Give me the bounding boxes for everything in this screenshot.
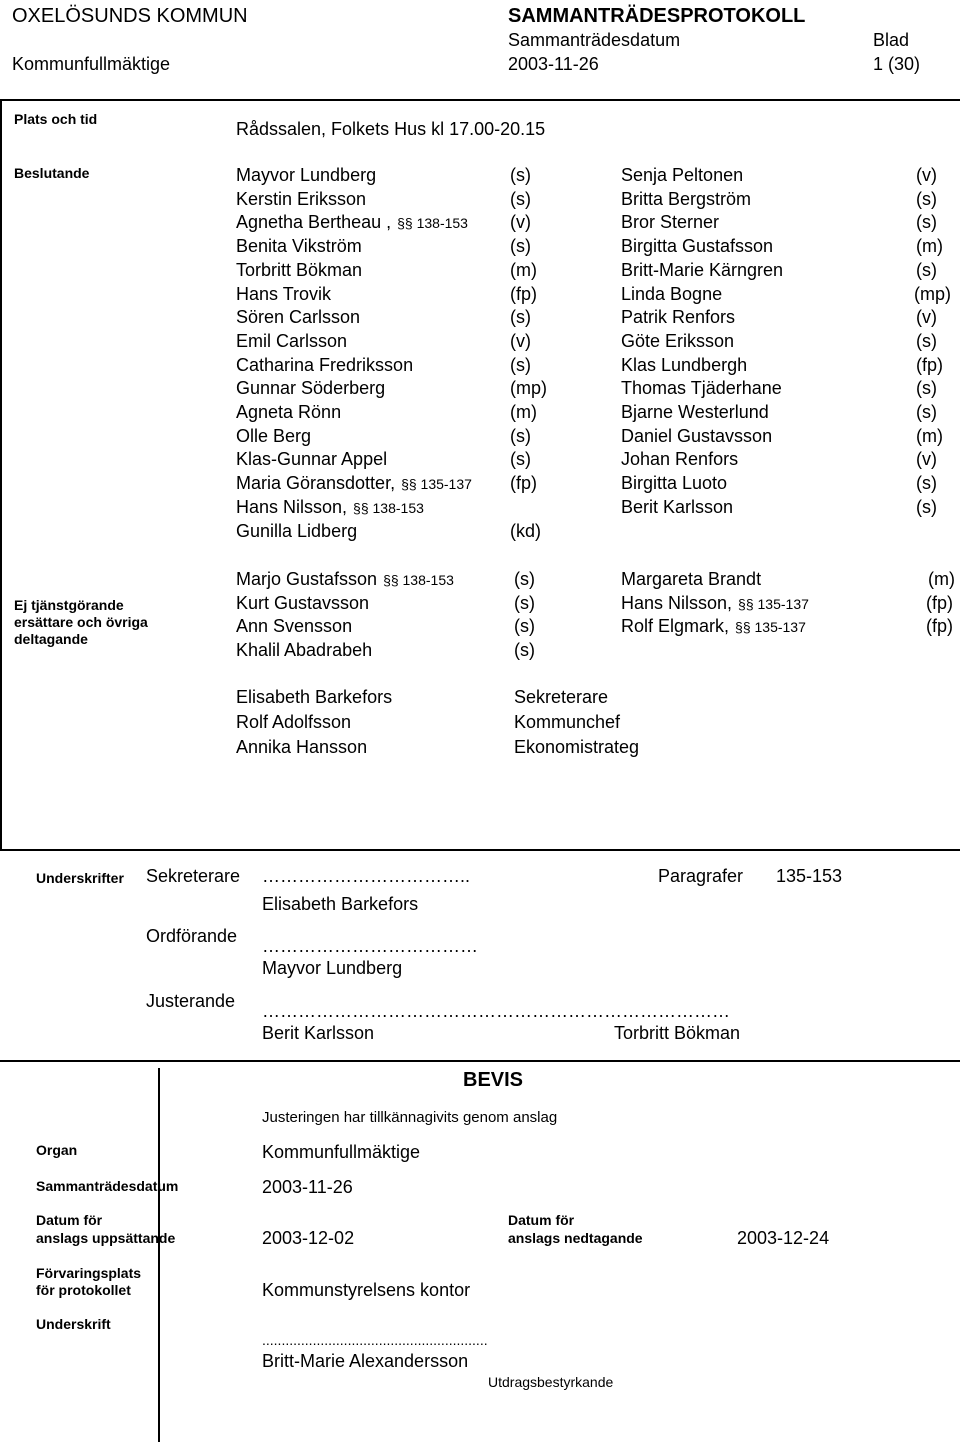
signature-role: Utdragsbestyrkande bbox=[488, 1374, 614, 1390]
party-code: (s) bbox=[510, 236, 531, 257]
party-code: (m) bbox=[510, 259, 537, 280]
member-name: Britt-Marie Kärngren bbox=[621, 259, 784, 280]
bevis-column-rule bbox=[158, 1068, 160, 1442]
member-name: Benita Vikström bbox=[236, 236, 362, 257]
member-name: Agneta Rönn bbox=[236, 402, 342, 422]
org-name: OXELÖSUNDS KOMMUN bbox=[12, 5, 248, 27]
paragraph-note: §§ 135-137 bbox=[401, 476, 472, 493]
official-name: Annika Hansson bbox=[236, 737, 368, 757]
member-name: Rolf Elgmark, §§ 135-137 bbox=[621, 616, 806, 637]
bevis-subtitle: Justeringen har tillkännagivits genom anslag bbox=[262, 1109, 558, 1126]
member-name: Klas-Gunnar Appel bbox=[236, 449, 388, 470]
paragraph-note: §§ 135-137 bbox=[738, 595, 809, 612]
member-name: Margareta Brandt bbox=[621, 569, 762, 589]
member-name: Britta Bergström bbox=[621, 188, 752, 209]
party-code: (s) bbox=[514, 640, 535, 661]
party-code: (s) bbox=[916, 496, 937, 517]
section-rule-signatures bbox=[0, 849, 960, 851]
frame-left-rule bbox=[0, 99, 2, 851]
party-code: (v) bbox=[916, 449, 937, 470]
member-name: Mayvor Lundberg bbox=[236, 165, 377, 185]
storage-value: Kommunstyrelsens kontor bbox=[262, 1280, 471, 1300]
party-code: (mp) bbox=[510, 378, 547, 399]
member-name: Senja Peltonen bbox=[621, 165, 744, 185]
signatures-label: Underskrifter bbox=[36, 870, 124, 886]
party-code: (s) bbox=[916, 473, 937, 494]
official-role: Kommunchef bbox=[514, 712, 621, 732]
adjuster-label: Justerande bbox=[146, 991, 236, 1011]
member-name: Hans Trovik bbox=[236, 283, 332, 304]
bevis-date-label: Sammanträdesdatum bbox=[36, 1178, 179, 1194]
header-rule bbox=[0, 99, 960, 101]
member-name: Torbritt Bökman bbox=[236, 259, 363, 280]
member-name: Olle Berg bbox=[236, 425, 312, 446]
member-name: Gunilla Lidberg bbox=[236, 520, 358, 541]
party-code: (m) bbox=[928, 569, 955, 589]
ersattare-label-line-1: Ej tjänstgörande bbox=[14, 597, 124, 613]
chair-label: Ordförande bbox=[146, 926, 238, 946]
removed-label-1: Datum för bbox=[508, 1212, 575, 1228]
member-name: Patrik Renfors bbox=[621, 307, 736, 328]
member-name: Johan Renfors bbox=[621, 449, 739, 470]
storage-label-2: för protokollet bbox=[36, 1282, 131, 1298]
member-name: Emil Carlsson bbox=[236, 330, 348, 351]
sheet-label: Blad bbox=[873, 30, 910, 50]
member-name: Kerstin Eriksson bbox=[236, 188, 367, 209]
member-name: Berit Karlsson bbox=[621, 496, 734, 517]
member-name: Hans Nilsson, §§ 138-153 bbox=[236, 496, 424, 517]
beslutande-label: Beslutande bbox=[14, 165, 90, 181]
party-code: (s) bbox=[916, 330, 937, 351]
signature-name: Britt-Marie Alexandersson bbox=[262, 1351, 469, 1371]
member-name: Göte Eriksson bbox=[621, 330, 735, 351]
sheet-number: 1 (30) bbox=[873, 54, 921, 74]
ersattare-label-line-3: deltagande bbox=[14, 631, 88, 647]
member-name: Birgitta Luoto bbox=[621, 473, 728, 494]
party-code: (fp) bbox=[510, 473, 537, 494]
document-title: SAMMANTRÄDESPROTOKOLL bbox=[508, 5, 806, 27]
member-name: Gunnar Söderberg bbox=[236, 378, 386, 399]
signature-label: Underskrift bbox=[36, 1316, 111, 1332]
party-code: (m) bbox=[916, 236, 943, 257]
member-name: Maria Göransdotter, §§ 135-137 bbox=[236, 473, 472, 494]
secretary-signature-line: …………………………….. bbox=[262, 866, 471, 886]
adjuster-name-2: Torbritt Bökman bbox=[614, 1023, 741, 1043]
party-code: (s) bbox=[514, 569, 535, 589]
party-code: (v) bbox=[916, 165, 937, 185]
party-code: (s) bbox=[916, 212, 937, 233]
meeting-date: 2003-11-26 bbox=[508, 54, 599, 74]
adjuster-name-1: Berit Karlsson bbox=[262, 1023, 375, 1043]
storage-label-1: Förvaringsplats bbox=[36, 1265, 142, 1281]
posted-label-1: Datum för bbox=[36, 1212, 103, 1228]
party-code: (s) bbox=[510, 354, 531, 375]
organ-label: Organ bbox=[36, 1142, 78, 1158]
chair-name: Mayvor Lundberg bbox=[262, 958, 403, 978]
member-name: Catharina Fredriksson bbox=[236, 354, 414, 375]
official-role: Sekreterare bbox=[514, 687, 609, 707]
removed-label-2: anslags nedtagande bbox=[508, 1230, 643, 1246]
official-name: Elisabeth Barkefors bbox=[236, 687, 393, 707]
member-name: Khalil Abadrabeh bbox=[236, 640, 373, 661]
ersattare-label-line-2: ersättare och övriga bbox=[14, 614, 148, 630]
party-code: (s) bbox=[510, 165, 531, 185]
paragraph-note: §§ 138-153 bbox=[353, 499, 424, 516]
member-name: Kurt Gustavsson bbox=[236, 592, 370, 613]
date-label: Sammanträdesdatum bbox=[508, 30, 681, 50]
member-name: Birgitta Gustafsson bbox=[621, 236, 774, 257]
adjuster-signature-line: …………………………………………………………………… bbox=[262, 1001, 730, 1021]
party-code: (s) bbox=[514, 616, 535, 637]
member-name: Marjo Gustafsson §§ 138-153 bbox=[236, 569, 454, 589]
party-code: (fp) bbox=[916, 354, 943, 375]
paragraph-note: §§ 135-137 bbox=[735, 619, 806, 636]
party-code: (s) bbox=[510, 307, 531, 328]
member-name: Daniel Gustavsson bbox=[621, 425, 773, 446]
member-name: Klas Lundbergh bbox=[621, 354, 748, 375]
paragraph-note: §§ 138-153 bbox=[397, 215, 468, 232]
official-name: Rolf Adolfsson bbox=[236, 712, 352, 732]
member-name: Agnetha Bertheau , §§ 138-153 bbox=[236, 212, 468, 233]
party-code: (mp) bbox=[914, 283, 951, 304]
party-code: (kd) bbox=[510, 520, 541, 541]
organ-value: Kommunfullmäktige bbox=[262, 1142, 421, 1162]
committee-name: Kommunfullmäktige bbox=[12, 54, 171, 74]
posted-label-2: anslags uppsättande bbox=[36, 1230, 176, 1246]
paragraphs-label: Paragrafer bbox=[658, 866, 744, 886]
party-code: (v) bbox=[510, 212, 531, 233]
place-value: Rådssalen, Folkets Hus kl 17.00-20.15 bbox=[236, 119, 546, 139]
party-code: (s) bbox=[916, 259, 937, 280]
party-code: (s) bbox=[510, 425, 531, 446]
chair-signature-line: ……………………………… bbox=[262, 936, 478, 956]
party-code: (fp) bbox=[926, 616, 953, 637]
member-name: Hans Nilsson, §§ 135-137 bbox=[621, 592, 809, 613]
party-code: (m) bbox=[510, 402, 537, 422]
party-code: (v) bbox=[916, 307, 937, 328]
secretary-name: Elisabeth Barkefors bbox=[262, 894, 419, 914]
section-rule-bevis bbox=[0, 1060, 960, 1062]
official-role: Ekonomistrateg bbox=[514, 737, 640, 757]
party-code: (fp) bbox=[510, 283, 537, 304]
member-name: Bror Sterner bbox=[621, 212, 720, 233]
paragraph-note: §§ 138-153 bbox=[383, 572, 454, 588]
place-label: Plats och tid bbox=[14, 111, 98, 127]
party-code: (m) bbox=[916, 425, 943, 446]
bevis-title: BEVIS bbox=[463, 1069, 524, 1091]
member-name: Bjarne Westerlund bbox=[621, 402, 769, 422]
secretary-label: Sekreterare bbox=[146, 866, 241, 886]
paragraphs-value: 135-153 bbox=[776, 866, 843, 886]
removed-value: 2003-12-24 bbox=[737, 1228, 830, 1248]
signature-line: .......................................................... bbox=[262, 1332, 488, 1348]
member-name: Ann Svensson bbox=[236, 616, 353, 637]
party-code: (s) bbox=[916, 402, 937, 422]
posted-value: 2003-12-02 bbox=[262, 1228, 355, 1248]
party-code: (s) bbox=[916, 378, 937, 399]
party-code: (s) bbox=[916, 188, 937, 209]
party-code: (s) bbox=[514, 592, 535, 613]
member-name: Linda Bogne bbox=[621, 283, 723, 304]
party-code: (v) bbox=[510, 330, 531, 351]
party-code: (s) bbox=[510, 188, 531, 209]
bevis-date-value: 2003-11-26 bbox=[262, 1177, 353, 1197]
party-code: (s) bbox=[510, 449, 531, 470]
member-name: Sören Carlsson bbox=[236, 307, 361, 328]
party-code: (fp) bbox=[926, 592, 953, 613]
member-name: Thomas Tjäderhane bbox=[621, 378, 782, 399]
